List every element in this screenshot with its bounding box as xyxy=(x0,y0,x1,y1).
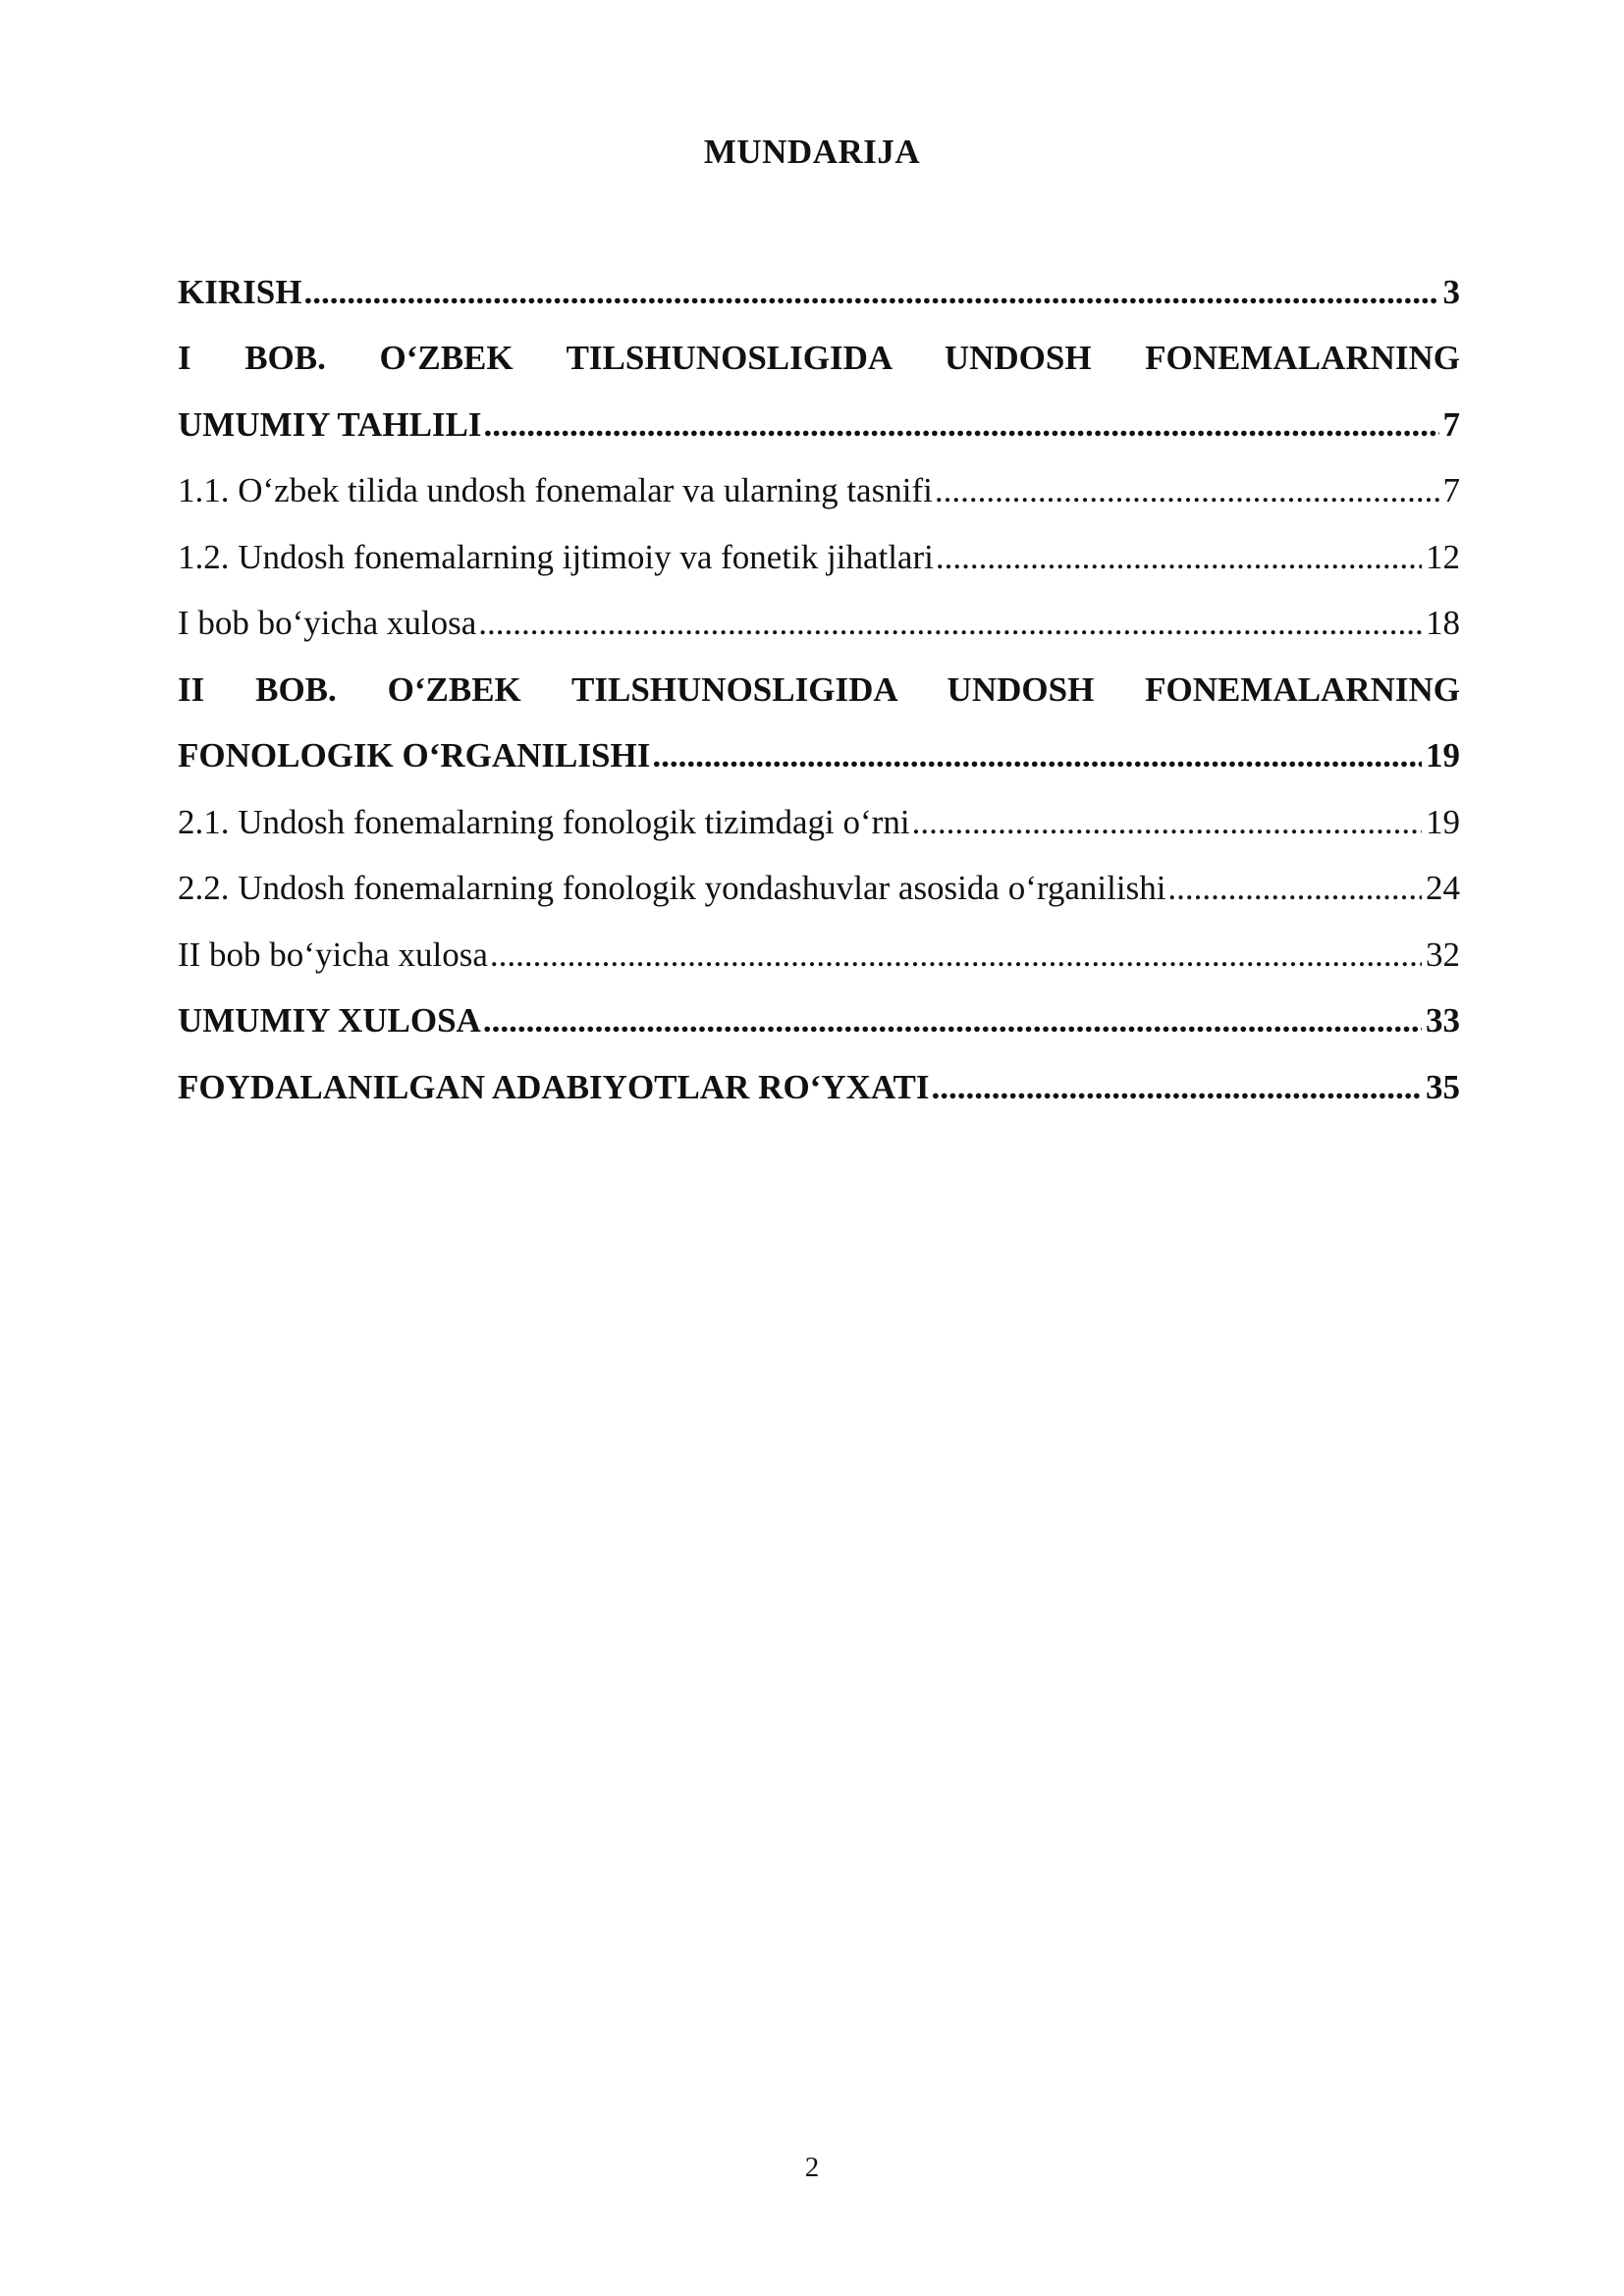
dot-leader xyxy=(932,1066,1422,1109)
dot-leader xyxy=(912,801,1422,844)
toc-entry-page: 7 xyxy=(1442,471,1460,510)
toc-chapter-2[interactable] xyxy=(178,723,1460,790)
toc-chapter-1-conclusion[interactable] xyxy=(178,591,1460,658)
dot-leader xyxy=(478,602,1422,645)
toc-entry-page: 7 xyxy=(1442,404,1460,444)
dot-leader xyxy=(652,734,1422,777)
toc-section-1-1[interactable] xyxy=(178,458,1460,525)
toc-entry-title: FONOLOGIK O‘RGANILISHI xyxy=(178,736,651,775)
toc-chapter-1-title-line1: I BOB. O‘ZBEK TILSHUNOSLIGIDA UNDOSH FONEMALARNING xyxy=(178,339,1460,378)
dot-leader xyxy=(483,999,1422,1042)
toc-entry-page: 12 xyxy=(1426,537,1460,576)
dot-leader xyxy=(484,403,1439,447)
toc-entry-title: I bob bo‘yicha xulosa xyxy=(178,604,477,643)
toc-entry-title: II bob bo‘yicha xulosa xyxy=(178,934,488,974)
toc-references[interactable] xyxy=(178,1054,1460,1121)
table-of-contents xyxy=(178,259,1460,1121)
toc-chapter-1-line1[interactable] xyxy=(178,326,1460,393)
toc-section-2-2[interactable] xyxy=(178,856,1460,923)
toc-chapter-2-line1[interactable] xyxy=(178,657,1460,723)
toc-entry-title: 2.1. Undosh fonemalarning fonologik tizimdagi o‘rni xyxy=(178,802,910,841)
toc-entry-page: 24 xyxy=(1426,869,1460,908)
toc-entry-page: 19 xyxy=(1426,736,1460,775)
toc-entry-title: 2.2. Undosh fonemalarning fonologik yondashuvlar asosida o‘rganilishi xyxy=(178,869,1166,908)
toc-chapter-1[interactable] xyxy=(178,392,1460,458)
toc-section-2-1[interactable] xyxy=(178,789,1460,856)
toc-entry-title: 1.1. O‘zbek tilida undosh fonemalar va ularning tasnifi xyxy=(178,471,933,510)
toc-entry-title: KIRISH xyxy=(178,272,302,311)
toc-entry-page: 33 xyxy=(1426,1001,1460,1041)
toc-entry-page: 35 xyxy=(1426,1067,1460,1106)
dot-leader xyxy=(936,536,1422,579)
page-title: MUNDARIJA xyxy=(703,133,921,171)
toc-section-1-2[interactable] xyxy=(178,524,1460,591)
toc-entry-title: UMUMIY XULOSA xyxy=(178,1001,481,1041)
toc-general-conclusion[interactable] xyxy=(178,988,1460,1055)
dot-leader xyxy=(935,469,1439,512)
toc-entry-page: 18 xyxy=(1426,604,1460,643)
toc-entry-title: FOYDALANILGAN ADABIYOTLAR RO‘YXATI xyxy=(178,1067,930,1106)
page-number: 2 xyxy=(804,2152,820,2183)
toc-chapter-2-conclusion[interactable] xyxy=(178,922,1460,988)
toc-entry-kirish[interactable] xyxy=(178,259,1460,326)
dot-leader xyxy=(490,934,1422,977)
toc-entry-title: UMUMIY TAHLILI xyxy=(178,404,482,444)
toc-chapter-2-title-line1: II BOB. O‘ZBEK TILSHUNOSLIGIDA UNDOSH FONEMALARNING xyxy=(178,669,1460,709)
dot-leader xyxy=(1167,867,1422,910)
dot-leader xyxy=(303,271,1438,314)
toc-entry-page: 3 xyxy=(1442,272,1460,311)
toc-entry-title: 1.2. Undosh fonemalarning ijtimoiy va fonetik jihatlari xyxy=(178,537,934,576)
toc-entry-page: 32 xyxy=(1426,934,1460,974)
toc-entry-page: 19 xyxy=(1426,802,1460,841)
